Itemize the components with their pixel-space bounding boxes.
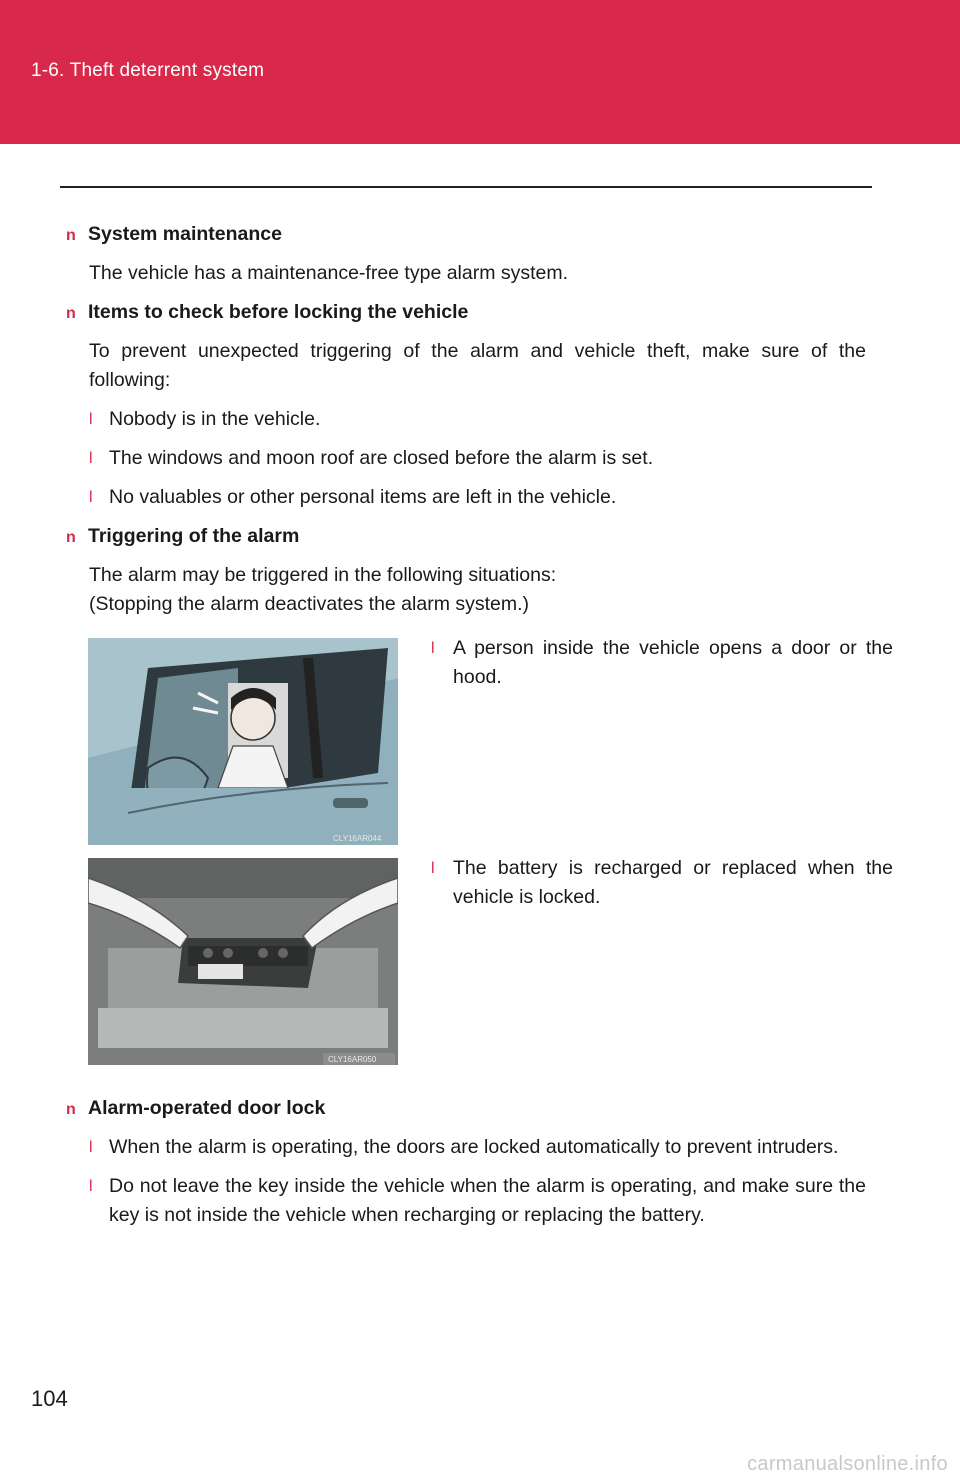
heading-triggering: n Triggering of the alarm	[66, 522, 866, 552]
round-bullet: l	[431, 860, 435, 877]
triggering-text-1: The alarm may be triggered in the following situations:	[89, 564, 557, 586]
check-text: To prevent unexpected triggering of the alarm and vehicle theft, make sure of the following:	[89, 340, 866, 391]
figure-code: CLY16AR044	[333, 834, 382, 843]
triggering-text-2: (Stopping the alarm deactivates the alarm system.)	[89, 593, 530, 615]
watermark: carmanualsonline.info	[747, 1453, 948, 1475]
list-item: l No valuables or other personal items are left in the vehicle.	[89, 483, 866, 512]
header-rule	[60, 186, 872, 188]
list-item: l Do not leave the key inside the vehicle when the alarm is operating, and make sure the key is not inside the vehicle when recharging or replacing the battery.	[89, 1172, 866, 1230]
square-bullet: n	[66, 529, 76, 546]
round-bullet: l	[89, 1139, 93, 1156]
list-item: l When the alarm is operating, the doors are locked automatically to prevent intruders.	[89, 1133, 866, 1162]
square-bullet: n	[66, 305, 76, 322]
maintenance-text: The vehicle has a maintenance-free type alarm system.	[89, 262, 569, 284]
main-content	[66, 214, 866, 619]
figure-caption-1: l A person inside the vehicle opens a door or the hood.	[423, 634, 893, 692]
figure-person-in-vehicle	[88, 638, 398, 845]
list-item: l The windows and moon roof are closed before the alarm is set.	[89, 444, 866, 473]
chapter-header	[0, 0, 960, 144]
chapter-title: 1-6. Theft deterrent system	[31, 60, 265, 81]
round-bullet: l	[89, 411, 93, 428]
square-bullet: n	[66, 227, 76, 244]
round-bullet: l	[89, 1178, 93, 1195]
heading-alarm-door-lock: n Alarm-operated door lock	[66, 1094, 866, 1124]
list-item: l Nobody is in the vehicle.	[89, 405, 866, 434]
round-bullet: l	[89, 489, 93, 506]
heading-system-maintenance: n System maintenance	[66, 220, 866, 250]
alarm-door-lock-section	[66, 1088, 866, 1230]
page-number: 104	[31, 1386, 68, 1411]
figure-code: CLY16AR050	[328, 1055, 377, 1064]
square-bullet: n	[66, 1101, 76, 1118]
figure-battery-replacement	[88, 858, 398, 1065]
figure-caption-2: l The battery is recharged or replaced when the vehicle is locked.	[423, 854, 893, 912]
heading-items-to-check: n Items to check before locking the vehicle	[66, 298, 866, 328]
round-bullet: l	[89, 450, 93, 467]
round-bullet: l	[431, 640, 435, 657]
